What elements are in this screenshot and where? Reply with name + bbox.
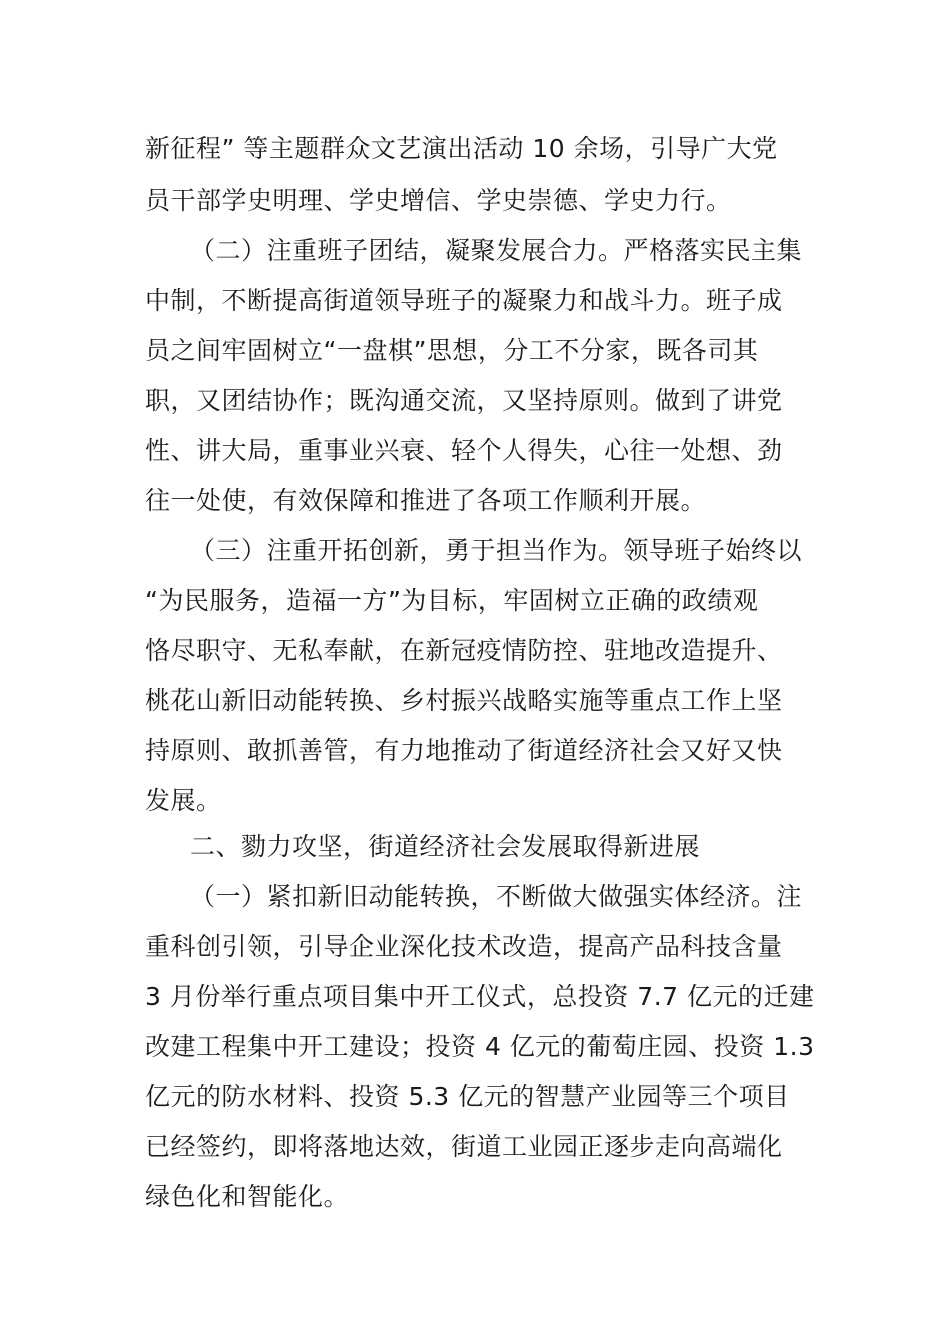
text-line: 已经签约，即将落地达效，街道工业园正逐步走向高端化	[145, 1132, 783, 1161]
text-line: 持原则、敢抓善管，有力地推动了街道经济社会又好又快	[145, 736, 783, 765]
text-line: 改建工程集中开工建设；投资 4 亿元的葡萄庄园、投资 1.3	[145, 1032, 815, 1061]
paragraph-start-line: （一）紧扣新旧动能转换，不断做大做强实体经济。注	[190, 882, 803, 911]
text-line: 亿元的防水材料、投资 5.3 亿元的智慧产业园等三个项目	[145, 1082, 790, 1111]
text-line: 往一处使，有效保障和推进了各项工作顺利开展。	[145, 486, 707, 515]
text-line: 绿色化和智能化。	[145, 1182, 350, 1211]
text-line: 发展。	[145, 786, 222, 815]
text-line: 恪尽职守、无私奉献，在新冠疫情防控、驻地改造提升、	[145, 636, 783, 665]
text-line: 重科创引领，引导企业深化技术改造，提高产品科技含量	[145, 932, 783, 961]
section-heading: 二、勠力攻坚，街道经济社会发展取得新进展	[190, 832, 701, 861]
text-line: “为民服务，造福一方”为目标，牢固树立正确的政绩观	[145, 586, 759, 615]
text-line: 员干部学史明理、学史增信、学史崇德、学史力行。	[145, 186, 732, 215]
text-line: 3 月份举行重点项目集中开工仪式，总投资 7.7 亿元的迁建	[145, 982, 815, 1011]
text-line: 职，又团结协作；既沟通交流，又坚持原则。做到了讲党	[145, 386, 783, 415]
text-line: 中制，不断提高街道领导班子的凝聚力和战斗力。班子成	[145, 286, 783, 315]
paragraph-start-line: （二）注重班子团结，凝聚发展合力。严格落实民主集	[190, 236, 803, 265]
paragraph-start-line: （三）注重开拓创新，勇于担当作为。领导班子始终以	[190, 536, 803, 565]
text-line: 新征程” 等主题群众文艺演出活动 10 余场，引导广大党	[145, 134, 778, 163]
text-line: 桃花山新旧动能转换、乡村振兴战略实施等重点工作上坚	[145, 686, 783, 715]
text-line: 员之间牢固树立“一盘棋”思想，分工不分家，既各司其	[145, 336, 759, 365]
text-line: 性、讲大局，重事业兴衰、轻个人得失，心往一处想、劲	[145, 436, 783, 465]
